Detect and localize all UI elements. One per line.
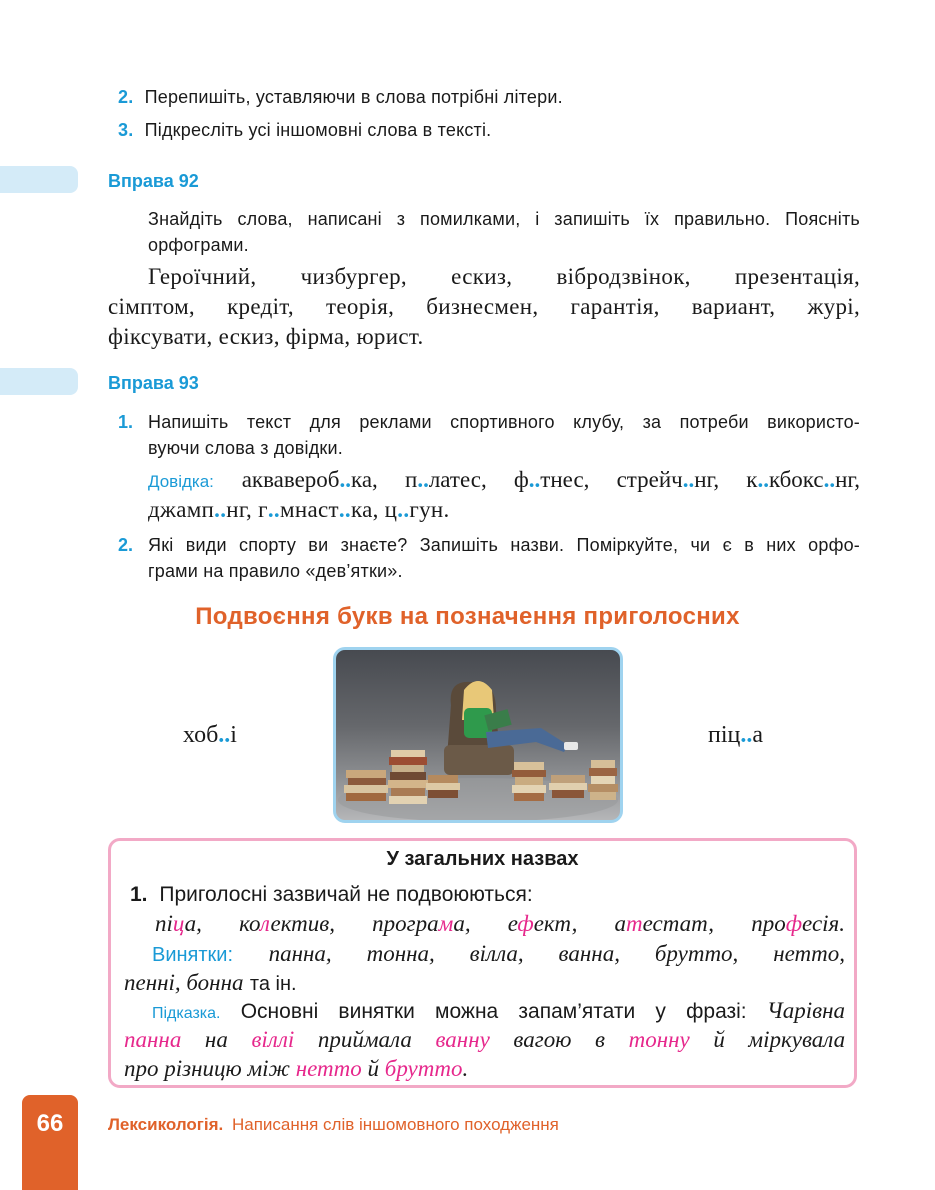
item-number: 2. bbox=[118, 535, 134, 555]
item-number: 3. bbox=[118, 120, 134, 140]
task-item-2 bbox=[118, 84, 563, 110]
ex93-item2-line-1: Які види спорту ви знаєте? Запишіть назви. Поміркуйте, чи є в них орфо- bbox=[148, 535, 860, 555]
ex93-item2-line-2: грами на правило «дев’ятки». bbox=[148, 561, 403, 581]
phrase-line-2: про різницю між нетто й брутто. bbox=[124, 1056, 469, 1081]
photo-girl-reading-books bbox=[333, 647, 623, 823]
dovidka-line-1 bbox=[148, 464, 860, 497]
hint-label: Підказка. bbox=[152, 1005, 221, 1022]
dovidka-line-2: джамп..нг, г..мнаст..ка, ц..гун. bbox=[148, 497, 450, 522]
footer-caption bbox=[108, 1115, 559, 1135]
rule-text: Приголосні зазвичай не подвоюються: bbox=[159, 883, 533, 906]
dovidka-label: Довідка: bbox=[148, 472, 214, 491]
ex93-item1-line-1: Напишіть текст для реклами спортивного клубу, за потреби використо- bbox=[148, 412, 860, 432]
word-pitsa: піц..а bbox=[708, 722, 764, 748]
rule-item-1 bbox=[130, 880, 533, 910]
item-text: Підкресліть усі іншомовні слова в тексті. bbox=[144, 120, 492, 140]
exceptions-label: Винятки: bbox=[152, 944, 234, 966]
exceptions-words: панна, тонна, вілла, ванна, брутто, нетто, bbox=[268, 941, 846, 966]
task-item-3 bbox=[118, 117, 491, 143]
page-number: 66 bbox=[36, 1110, 64, 1137]
dovidka-words: аквавероб..ка, п..латес, ф..тнес, стрейч..нг, к..кбокс..нг, bbox=[241, 467, 861, 492]
footer-topic: Написання слів іншомовного походження bbox=[231, 1115, 559, 1134]
word-hobi: хоб..і bbox=[183, 722, 237, 748]
item-number: 1. bbox=[130, 883, 148, 906]
section-title: Подвоєння букв на позначення приголосних bbox=[195, 603, 740, 630]
ex92-words-line-2: сімптом, кредіт, теорія, бизнесмен, гарантія, вариант, журі, bbox=[108, 294, 860, 319]
phrase-line-1: панна на віллі приймала ванну вагою в тонну й міркувала bbox=[124, 1027, 846, 1052]
exceptions-line-2: пенні, бонна та ін. bbox=[124, 970, 297, 995]
ex92-words-line-3: фіксувати, ескиз, фірма, юрист. bbox=[108, 324, 424, 349]
rule-examples: піца, колектив, програма, ефект, атестат, професія. bbox=[155, 911, 845, 936]
footer-section: Лексикологія. bbox=[108, 1115, 224, 1134]
ex92-instruction-line-1: Знайдіть слова, написані з помилками, і запишіть їх правильно. Поясніть bbox=[148, 209, 860, 229]
rule-title: У загальних назвах bbox=[386, 848, 579, 870]
exercise-title-93: Вправа 93 bbox=[108, 373, 199, 393]
ex93-item1-line-2: вуючи слова з довідки. bbox=[148, 438, 343, 458]
exercise-tab-93 bbox=[0, 368, 78, 395]
exceptions-line-1 bbox=[152, 938, 845, 970]
exercise-title-92: Вправа 92 bbox=[108, 171, 199, 191]
ex92-instruction-line-2: орфограми. bbox=[148, 235, 249, 255]
hint-text: Основні винятки можна запам’ятати у фразі: bbox=[240, 1000, 747, 1023]
hint-line: Підказка. Основні винятки можна запам’ятати у фразі: Чарівна bbox=[152, 998, 845, 1023]
ex92-words-line-1: Героїчний, чизбургер, ескиз, вібродзвінок, презентація, bbox=[148, 264, 860, 289]
item-number: 1. bbox=[118, 412, 134, 432]
item-text: Перепишіть, уставляючи в слова потрібні літери. bbox=[144, 87, 563, 107]
exercise-tab-92 bbox=[0, 166, 78, 193]
item-number: 2. bbox=[118, 87, 134, 107]
reading-girl-illustration bbox=[336, 650, 620, 820]
